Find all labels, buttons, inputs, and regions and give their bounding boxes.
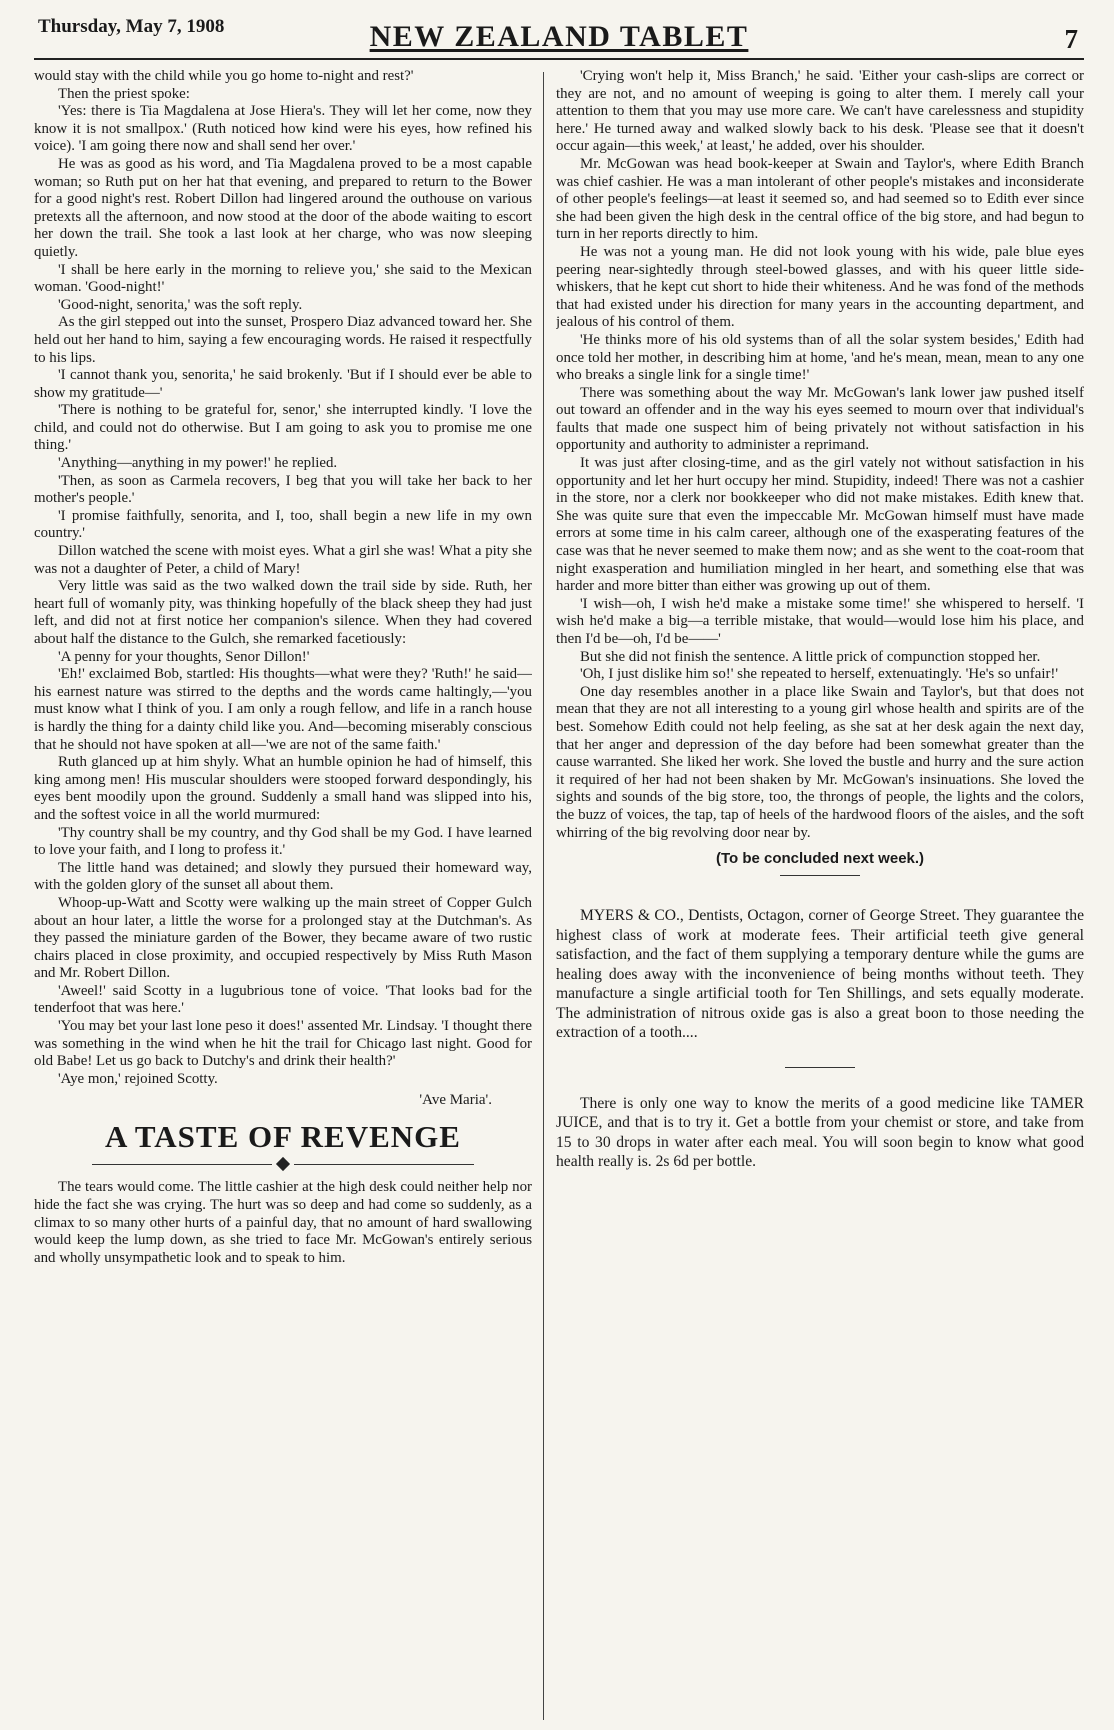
advertisement-tamer-juice xyxy=(556,1094,1084,1172)
story-title: A TASTE OF REVENGE xyxy=(105,1119,461,1155)
to-be-concluded-note: (To be concluded next week.) xyxy=(715,850,925,868)
masthead xyxy=(34,10,1084,60)
story-paragraph: Ruth glanced up at him shyly. What an humble opinion he had of himself, this king among men! His muscular shoulders were stooped forward despondingly, his eyes bent moodily upon the ground. Suddenly a small hand was slipped into his, and the softest voice in all the world murmured: xyxy=(34,754,532,823)
story-paragraph: 'I wish—oh, I wish he'd make a mistake some time!' she whispered to herself. 'I wish he'd make a big—a terrible mistake, that would—would lose him his place, and then I'd be—oh, I'd be——' xyxy=(556,595,1084,647)
advertisement-text: MYERS & CO., Dentists, Octagon, corner of George Street. They guarantee the highest class of work at moderate fees. Their artificial teeth give general satisfaction, and the fact of them supplying a temporary denture while the gums are healing does away with the inconvenience of being months without teeth. They manufacture a single artificial tooth for Ten Shillings, and sets equally moderate. The administration of nitrous oxide gas is also a great boon to those needing the extraction of a tooth.... xyxy=(556,907,1084,1042)
advertisement-myers xyxy=(556,906,1084,1043)
story-paragraph: Then the priest spoke: xyxy=(58,85,190,102)
story-paragraph: 'Thy country shall be my country, and thy God shall be my God. I have learned to love your faith, and I long to profess it.' xyxy=(34,824,532,859)
story-paragraph: As the girl stepped out into the sunset, Prospero Diaz advanced toward her. She held out her hand to him, saying a few encouraging words. He raised it respectfully to his lips. xyxy=(34,314,532,366)
story-paragraph: He was as good as his word, and Tia Magdalena proved to be a most capable woman; so Ruth put on her hat that evening, and prepared to return to the Bower for a good night's rest. Robert Dillon had lingered around the outhouse on various pretexts all the afternoon, and now stood at the door of the abode waiting to escort her down the trail. She took a last look at her charge, who was now sleeping quietly. xyxy=(34,155,532,260)
story-paragraph: He was not a young man. He did not look young with his wide, pale blue eyes peering near-sightedly through steel-bowed glasses, and with his queer little side-whiskers, that he kept cut short to hide their whiteness. And he was fond of the methods that had existed under his direction for many years in the accounting department, and jealous of his control of them. xyxy=(556,243,1084,331)
story-paragraph: 'A penny for your thoughts, Senor Dillon!' xyxy=(58,648,310,665)
story-paragraph: would stay with the child while you go home to-night and rest?' xyxy=(34,68,414,84)
story-paragraph: 'There is nothing to be grateful for, senor,' she interrupted kindly. 'I love the child, and could not do otherwise. But I am going to ask you to promise me one thing.' xyxy=(34,402,532,454)
story-paragraph: But she did not finish the sentence. A little prick of compunction stopped her. xyxy=(580,648,1041,665)
story-paragraph: Very little was said as the two walked down the trail side by side. Ruth, her heart full of womanly pity, was thinking hopefully of the black sheep they had just left, and did not at first notice her companion's silence. When they had covered about half the distance to the Gulch, she remarked facetiously: xyxy=(34,578,532,647)
advertisement-text: There is only one way to know the merits of a good medicine like TAMER JUICE, and that is to try it. Get a bottle from your chemist or store, and take from 15 to 30 drops in water after each meal. You will soon begin to know what good health really is. 2s 6d per bottle. xyxy=(556,1094,1084,1171)
story-paragraph: Whoop-up-Watt and Scotty were walking up the main street of Copper Gulch about an hour later, a little the worse for a prolonged stay at the Dutchman's. As they passed the miniature garden of the Bower, they became aware of two rustic chairs placed in close proximity, and occupied respectively by Miss Ruth Mason and Mr. Robert Dillon. xyxy=(34,894,532,982)
story-paragraph: 'Eh!' exclaimed Bob, startled: His thoughts—what were they? 'Ruth!' he said—his earnest nature was stirred to the depths and the words came haltingly,—'you must know what I think of you. I am only a rough fellow, and life in a ranch house is hardly the thing for a dainty child like you. And—becoming miserably conscious that he should not have spoken at all—'we are not of the same faith.' xyxy=(34,666,532,753)
story-paragraph: 'I cannot thank you, senorita,' he said brokenly. 'But if I should ever be able to show my gratitude—' xyxy=(34,367,532,401)
issue-date: Thursday, May 7, 1908 xyxy=(38,16,225,37)
story-paragraph: 'Good-night, senorita,' was the soft reply. xyxy=(58,296,303,313)
section-divider xyxy=(785,1067,855,1068)
story-paragraph: One day resembles another in a place like Swain and Taylor's, but that does not mean that they are not all interesting to a young girl whose health and spirits are of the best. Somehow Edith could not help feeling, as she sat at her desk again the next day, that her anger and depression of the day before had been somewhat greater than the cause warranted. She liked her work. She loved the bustle and hurry and the sure action it required of her had not been shaken by Mr. McGowan's insinuations. She loved the sights and sounds of the big store, too, the throngs of people, the lights and the colors, the buzz of voices, the tap, tap of heels of the hardwood floors of the aisles, and the soft whirring of the big revolving door near by. xyxy=(556,683,1084,841)
right-column xyxy=(556,68,1084,1720)
story-paragraph: 'I promise faithfully, senorita, and I, too, shall begin a new life in my own country.' xyxy=(34,507,532,542)
story-paragraph: 'You may bet your last lone peso it does!' assented Mr. Lindsay. 'I thought there was something in the wind when he hit the trail for Chicago last night. Good for old Babe! Let us go back to Dutchy's and drink their health?' xyxy=(34,1018,532,1070)
story-paragraph: 'Then, as soon as Carmela recovers, I beg that you will take her back to her mother's people.' xyxy=(34,472,532,507)
ornament-line xyxy=(92,1164,272,1165)
story-paragraph: 'Yes: there is Tia Magdalena at Jose Hiera's. They will let her come, now they know it is not smallpox.' (Ruth noticed how kind were his eyes, how refined his voice). 'I am going there now and shall send her over.' xyxy=(34,103,532,155)
story-paragraph: Dillon watched the scene with moist eyes. What a girl she was! What a pity she was not a daughter of Peter, a child of Mary! xyxy=(34,543,532,577)
story-paragraph: 'Crying won't help it, Miss Branch,' he said. 'Either your cash-slips are correct or they are not, and no amount of weeping is going to alter them. I merely call your attention to them that you may use more care. We can't have carelessness and stupidity here.' He turned away and walked slowly back to his desk. 'Please see that it doesn't occur again—this week,' at least,' he added, over his shoulder. xyxy=(556,68,1084,155)
story-paragraph: 'He thinks more of his old systems than of all the solar system besides,' Edith had once told her mother, in describing him at home, 'and he's mean, mean, mean to any one who breaks a single link for a single time!' xyxy=(556,331,1084,384)
story-credit: 'Ave Maria'. xyxy=(419,1092,492,1109)
story-paragraph: It was just after closing-time, and as the girl vately not without satisfaction in his opportunity and let her hurt occupy her mind. Stupidity, indeed! There was not a cashier in the store, nor a clerk nor bookkeeper who did not make mistakes. Edith knew that. She was quite sure that even the impeccable Mr. McGowan himself must have made errors at some time in his calm career, although one of the exasperating features of the case was that he never seemed to make them now; and as she went to the coat-room that night exasperation and humiliation mingled in her heart, and something else that was harder and more bitter than either was growing up out of them. xyxy=(556,455,1084,595)
left-column xyxy=(34,68,532,1720)
newspaper-title: NEW ZEALAND TABLET xyxy=(369,20,749,53)
story-paragraph: There was something about the way Mr. McGowan's lank lower jaw pushed itself out toward an offender and in the way his eyes seemed to mourn over that individual's faults that made one suspect him of being privately not without satisfaction in his opportunity and authority to administer a reprimand. xyxy=(556,384,1084,454)
story-paragraph: 'Aweel!' said Scotty in a lugubrious tone of voice. 'That looks bad for the tenderfoot that was here.' xyxy=(34,982,532,1017)
story-paragraph: 'Oh, I just dislike him so!' she repeated to herself, extenuatingly. 'He's so unfair!' xyxy=(580,666,1059,683)
story-paragraph: 'I shall be here early in the morning to relieve you,' she said to the Mexican woman. 'Good-night!' xyxy=(34,261,532,296)
column-divider xyxy=(543,72,544,1720)
story-paragraph: 'Anything—anything in my power!' he replied. xyxy=(58,455,338,472)
ornament-line xyxy=(294,1164,474,1165)
story-paragraph: Mr. McGowan was head book-keeper at Swain and Taylor's, where Edith Branch was chief cashier. He was a man intolerant of other people's mistakes and inconsiderate of other people's feelings—at least it seemed so, and had seemed so to Edith ever since she had been given the high desk in the central office of the big store, and had begun to turn in her reports directly to him. xyxy=(556,155,1084,243)
article-columns xyxy=(34,68,1084,1720)
story-paragraph: 'Aye mon,' rejoined Scotty. xyxy=(58,1070,218,1087)
title-ornament xyxy=(34,1159,532,1169)
section-divider xyxy=(780,875,860,876)
page-number: 7 xyxy=(1064,24,1078,54)
story-paragraph: The little hand was detained; and slowly they pursued their homeward way, with the golden glory of the sunset all about them. xyxy=(34,859,532,894)
story-paragraph: The tears would come. The little cashier at the high desk could neither help nor hide the fact she was crying. The hurt was so deep and had come so suddenly, as a climax to so many other hurts of a painful day, that no amount of hard swallowing would keep the lump down, as she tried to face Mr. McGowan's entirely serious and wholly unsympathetic look and to speak to him. xyxy=(34,1179,532,1266)
diamond-icon xyxy=(276,1157,290,1171)
